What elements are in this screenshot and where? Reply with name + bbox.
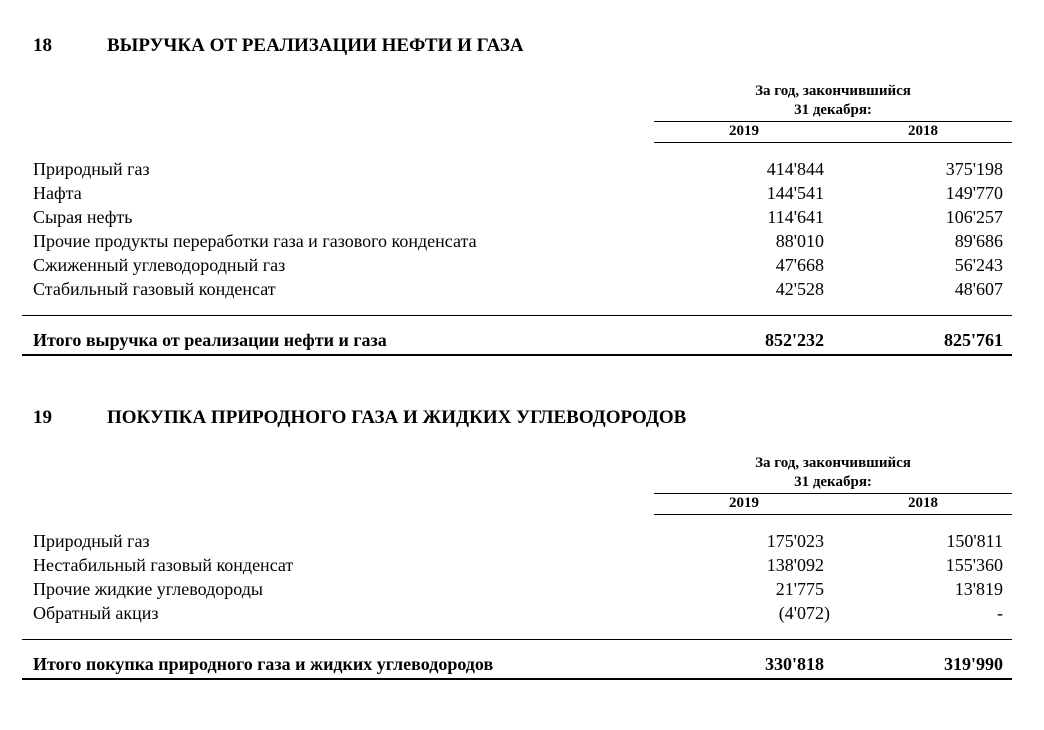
value-2019: 21'775 bbox=[775, 579, 824, 599]
value-2019: 88'010 bbox=[775, 231, 824, 251]
row-label: Обратный акциз bbox=[33, 603, 159, 623]
value-2019: 175'023 bbox=[766, 531, 824, 551]
value-2018: 89'686 bbox=[954, 231, 1003, 251]
value-2019: 144'541 bbox=[766, 183, 824, 203]
section-title: ПОКУПКА ПРИРОДНОГО ГАЗА И ЖИДКИХ УГЛЕВОДОРОДОВ bbox=[107, 407, 687, 428]
value-2018: 150'811 bbox=[946, 531, 1003, 551]
row-label: Прочие продукты переработки газа и газового конденсата bbox=[33, 231, 477, 251]
caption-line-2: 31 декабря: bbox=[794, 102, 872, 118]
total-value-2019: 852'232 bbox=[764, 330, 824, 350]
caption-line-2: 31 декабря: bbox=[794, 474, 872, 490]
total-value-2019: 330'818 bbox=[764, 654, 824, 674]
table-row bbox=[0, 183, 1044, 207]
table-row bbox=[0, 207, 1044, 231]
row-label: Нестабильный газовый конденсат bbox=[33, 555, 294, 575]
value-2018: 375'198 bbox=[945, 159, 1003, 179]
value-2018: 106'257 bbox=[945, 207, 1003, 227]
table-row bbox=[0, 531, 1044, 555]
table-row bbox=[0, 159, 1044, 183]
row-label: Нафта bbox=[33, 183, 82, 203]
value-2018: 48'607 bbox=[954, 279, 1003, 299]
header-top-rule bbox=[654, 493, 1012, 494]
section-title: ВЫРУЧКА ОТ РЕАЛИЗАЦИИ НЕФТИ И ГАЗА bbox=[107, 35, 524, 56]
row-label: Стабильный газовый конденсат bbox=[33, 279, 276, 299]
table-row bbox=[0, 555, 1044, 579]
total-row bbox=[0, 654, 1044, 678]
row-label: Природный газ bbox=[33, 159, 150, 179]
table-row bbox=[0, 231, 1044, 255]
section-heading bbox=[0, 35, 1044, 59]
value-2019: 114'641 bbox=[767, 207, 824, 227]
total-label: Итого покупка природного газа и жидких углеводородов bbox=[33, 654, 494, 674]
total-top-rule bbox=[22, 639, 1012, 640]
total-top-rule bbox=[22, 315, 1012, 316]
table-row bbox=[0, 255, 1044, 279]
value-2018: 13'819 bbox=[954, 579, 1003, 599]
total-bottom-rule bbox=[22, 678, 1012, 680]
total-value-2018: 825'761 bbox=[943, 330, 1003, 350]
header-bottom-rule bbox=[654, 142, 1012, 143]
row-label: Прочие жидкие углеводороды bbox=[33, 579, 263, 599]
value-2019: 42'528 bbox=[775, 279, 824, 299]
value-2018: 149'770 bbox=[945, 183, 1003, 203]
total-value-2018: 319'990 bbox=[943, 654, 1003, 674]
value-2018: 56'243 bbox=[954, 255, 1003, 275]
column-header-2018: 2018 bbox=[908, 495, 938, 511]
value-2019: (4'072) bbox=[778, 603, 830, 623]
column-group-caption bbox=[654, 82, 1012, 120]
table-row bbox=[0, 603, 1044, 627]
section-number: 19 bbox=[33, 407, 52, 428]
column-header-2019: 2019 bbox=[729, 123, 759, 139]
value-2019: 414'844 bbox=[766, 159, 824, 179]
section-heading bbox=[0, 407, 1044, 431]
row-label: Природный газ bbox=[33, 531, 150, 551]
caption-line-1: За год, закончившийся bbox=[755, 455, 911, 471]
value-2018: 155'360 bbox=[945, 555, 1003, 575]
column-header-2019: 2019 bbox=[729, 495, 759, 511]
header-bottom-rule bbox=[654, 514, 1012, 515]
value-2019: 138'092 bbox=[766, 555, 824, 575]
table-row bbox=[0, 579, 1044, 603]
total-label: Итого выручка от реализации нефти и газа bbox=[33, 330, 387, 350]
table-row bbox=[0, 279, 1044, 303]
column-group-caption bbox=[654, 454, 1012, 492]
column-header-2018: 2018 bbox=[908, 123, 938, 139]
row-label: Сырая нефть bbox=[33, 207, 133, 227]
total-bottom-rule bbox=[22, 354, 1012, 356]
total-row bbox=[0, 330, 1044, 354]
value-2018: - bbox=[997, 603, 1003, 623]
section-number: 18 bbox=[33, 35, 52, 56]
value-2019: 47'668 bbox=[775, 255, 824, 275]
header-top-rule bbox=[654, 121, 1012, 122]
row-label: Сжиженный углеводородный газ bbox=[33, 255, 286, 275]
caption-line-1: За год, закончившийся bbox=[755, 83, 911, 99]
